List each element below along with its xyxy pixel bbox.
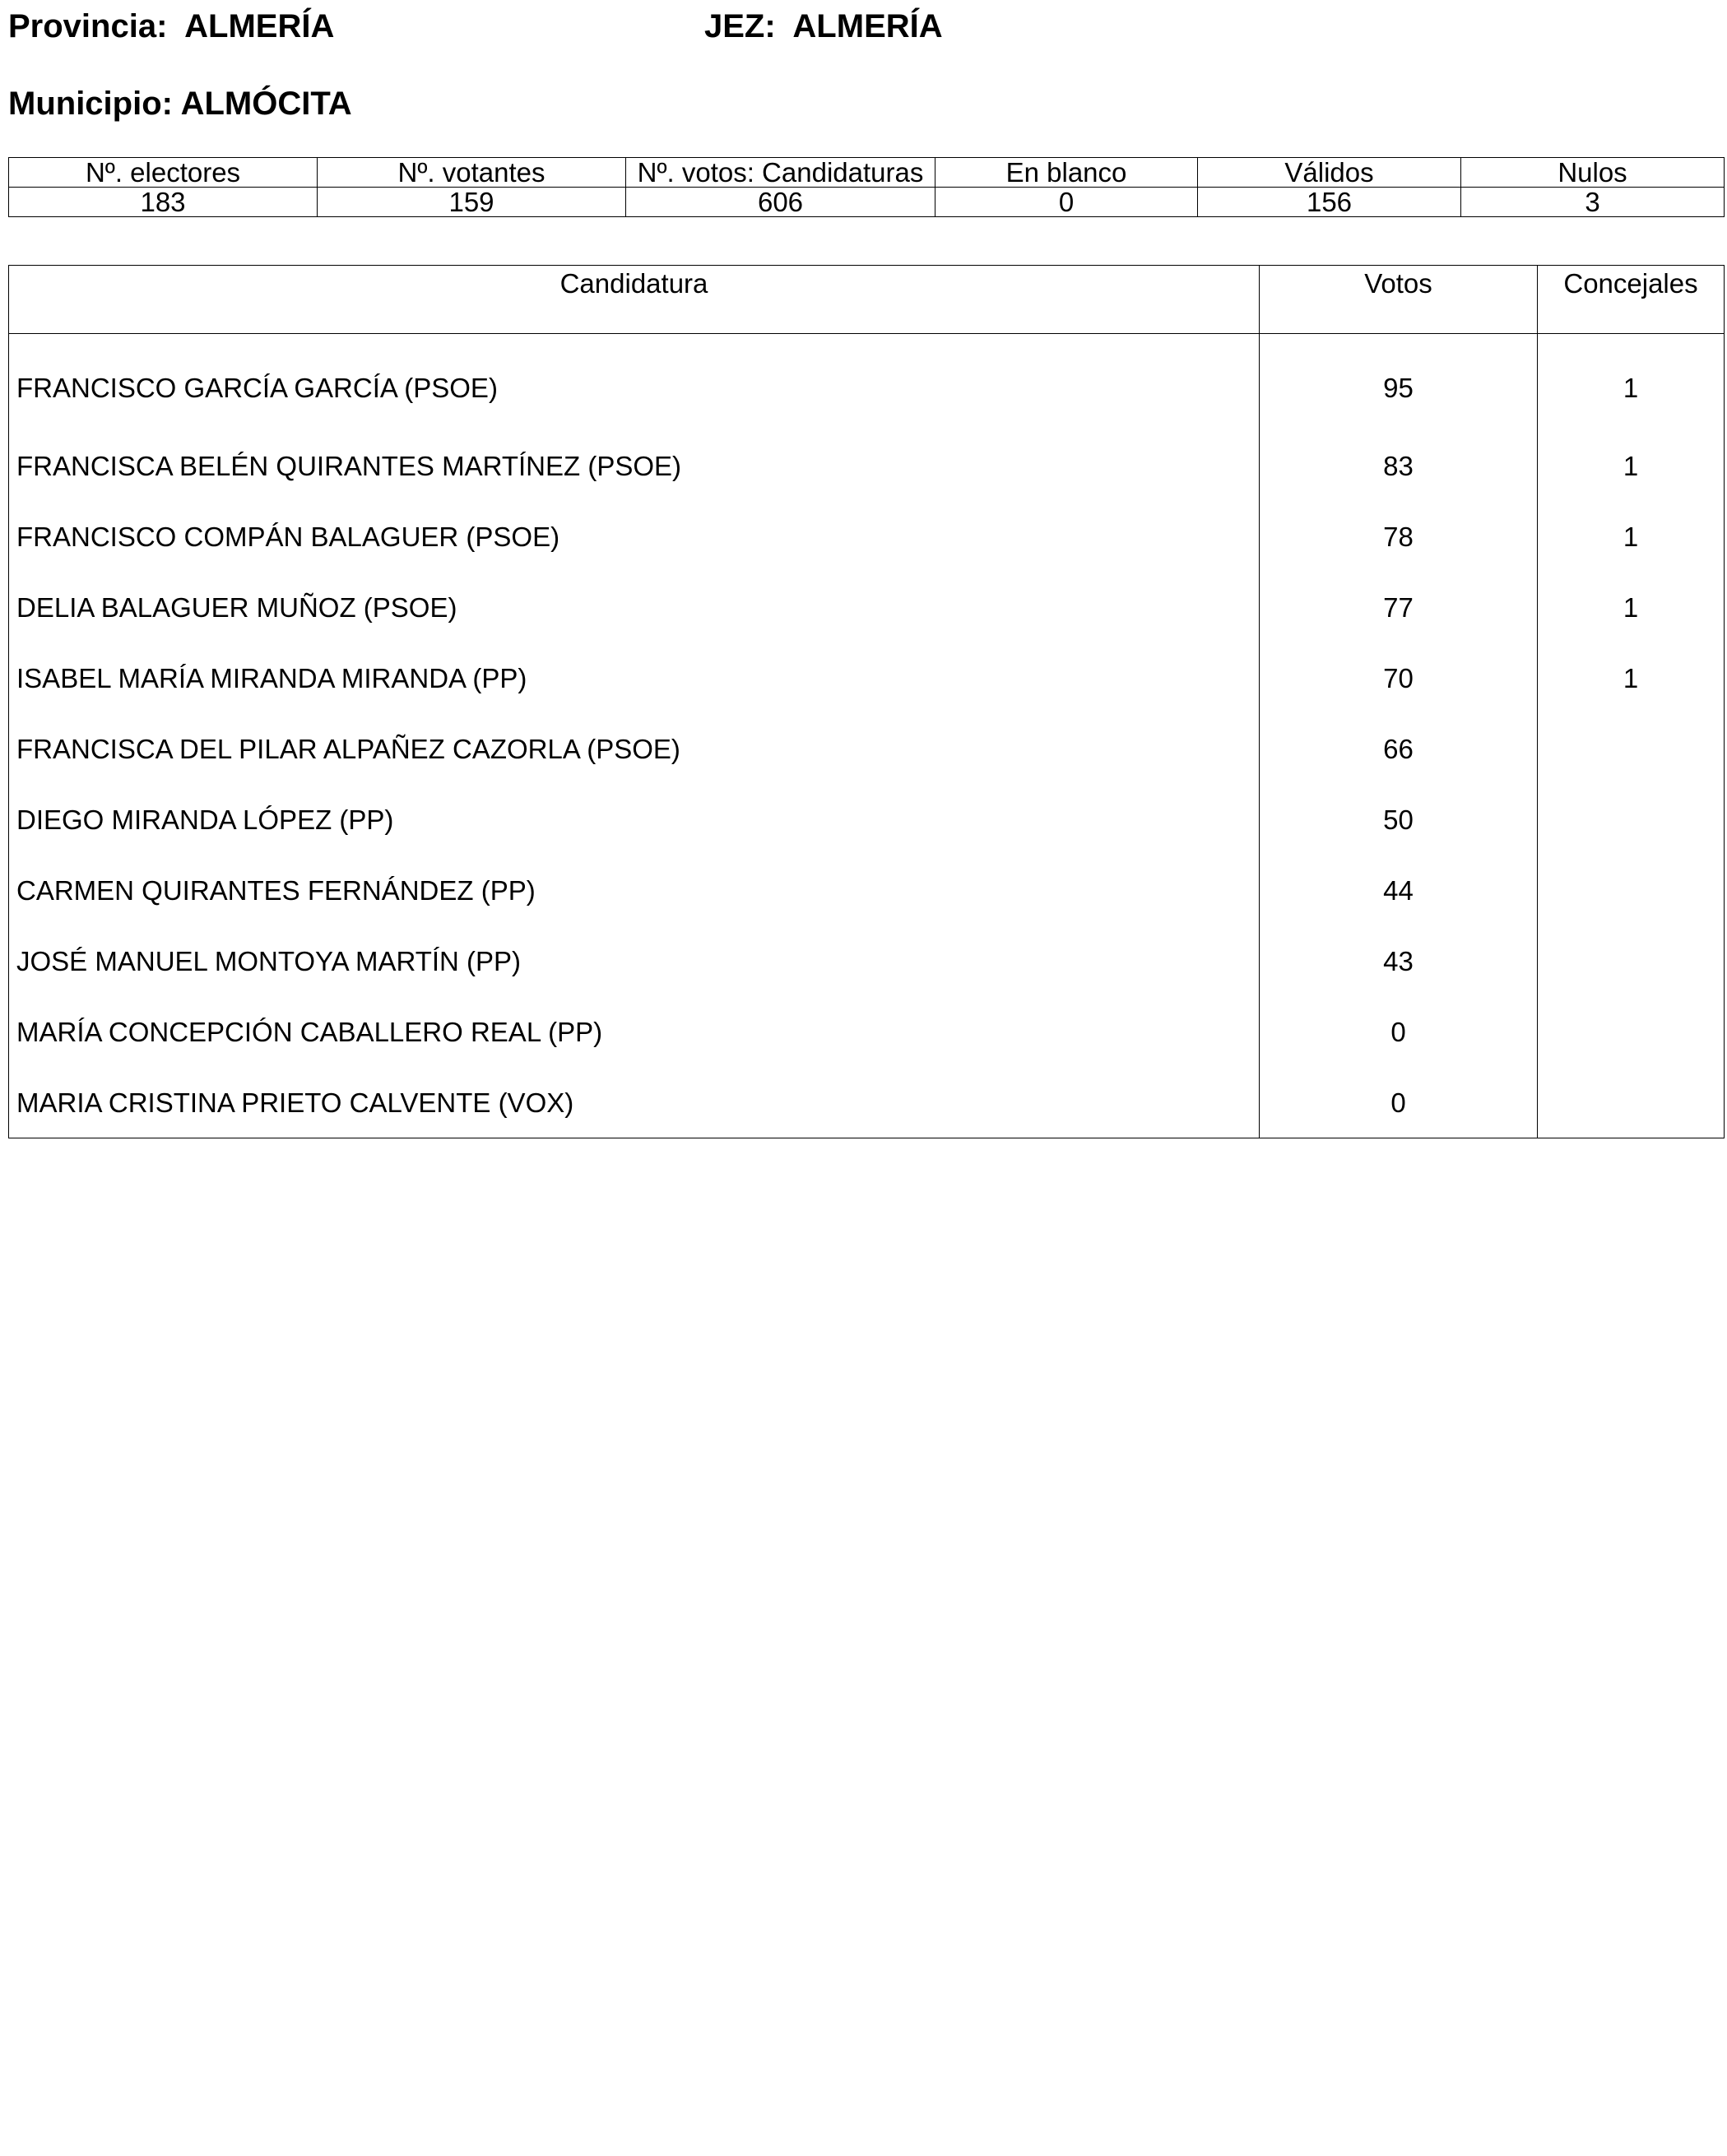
summary-header-validos: Válidos [1198,158,1461,188]
candidate-name: FRANCISCA BELÉN QUIRANTES MARTÍNEZ (PSOE) [9,430,1260,501]
summary-header-row [9,158,1725,188]
candidate-seats: 1 [1538,642,1725,713]
candidate-name: ISABEL MARÍA MIRANDA MIRANDA (PP) [9,642,1260,713]
candidate-seats: 1 [1538,334,1725,431]
table-row [9,430,1725,501]
candidate-votes: 50 [1260,784,1538,855]
candidate-name: CARMEN QUIRANTES FERNÁNDEZ (PP) [9,855,1260,925]
summary-table [8,157,1725,217]
candidate-votes: 44 [1260,855,1538,925]
candidate-votes: 0 [1260,996,1538,1067]
table-row [9,334,1725,431]
table-row [9,501,1725,572]
candidate-seats [1538,855,1725,925]
candidate-name: MARIA CRISTINA PRIETO CALVENTE (VOX) [9,1067,1260,1138]
table-row [9,925,1725,996]
candidate-votes: 78 [1260,501,1538,572]
summary-value-row [9,188,1725,217]
jez-heading: JEZ: ALMERÍA [704,8,943,44]
candidate-seats: 1 [1538,501,1725,572]
candidate-votes: 66 [1260,713,1538,784]
candidate-seats [1538,996,1725,1067]
candidate-name: JOSÉ MANUEL MONTOYA MARTÍN (PP) [9,925,1260,996]
summary-value-nulos: 3 [1461,188,1725,217]
candidate-seats [1538,1067,1725,1138]
summary-header-votos-candidaturas: Nº. votos: Candidaturas [626,158,935,188]
summary-value-en-blanco: 0 [935,188,1198,217]
candidate-name: DELIA BALAGUER MUÑOZ (PSOE) [9,572,1260,642]
summary-header-nulos: Nulos [1461,158,1725,188]
summary-value-electores: 183 [9,188,318,217]
candidate-name: DIEGO MIRANDA LÓPEZ (PP) [9,784,1260,855]
candidate-seats [1538,925,1725,996]
table-row [9,1067,1725,1138]
candidate-name: FRANCISCO COMPÁN BALAGUER (PSOE) [9,501,1260,572]
candidate-votes: 77 [1260,572,1538,642]
candidate-votes: 83 [1260,430,1538,501]
municipio-heading: Municipio: ALMÓCITA [8,86,352,122]
candidate-seats: 1 [1538,430,1725,501]
candidate-votes: 95 [1260,334,1538,431]
candidate-votes: 43 [1260,925,1538,996]
table-row [9,996,1725,1067]
candidate-name: FRANCISCO GARCÍA GARCÍA (PSOE) [9,334,1260,431]
candidate-name: FRANCISCA DEL PILAR ALPAÑEZ CAZORLA (PSOE) [9,713,1260,784]
candidates-header-votos: Votos [1260,266,1538,334]
summary-header-votantes: Nº. votantes [318,158,626,188]
candidates-table [8,265,1725,1138]
summary-value-votantes: 159 [318,188,626,217]
candidates-header-row [9,266,1725,334]
candidates-header-concejales: Concejales [1538,266,1725,334]
table-row [9,855,1725,925]
summary-value-validos: 156 [1198,188,1461,217]
candidate-seats [1538,784,1725,855]
provincia-heading: Provincia: ALMERÍA [8,8,335,44]
table-row [9,642,1725,713]
candidate-seats: 1 [1538,572,1725,642]
candidate-seats [1538,713,1725,784]
summary-header-electores: Nº. electores [9,158,318,188]
candidate-votes: 0 [1260,1067,1538,1138]
summary-header-en-blanco: En blanco [935,158,1198,188]
table-row [9,784,1725,855]
summary-value-votos-candidaturas: 606 [626,188,935,217]
table-row [9,713,1725,784]
table-row [9,572,1725,642]
candidate-votes: 70 [1260,642,1538,713]
candidates-header-candidatura: Candidatura [9,266,1260,334]
candidate-name: MARÍA CONCEPCIÓN CABALLERO REAL (PP) [9,996,1260,1067]
